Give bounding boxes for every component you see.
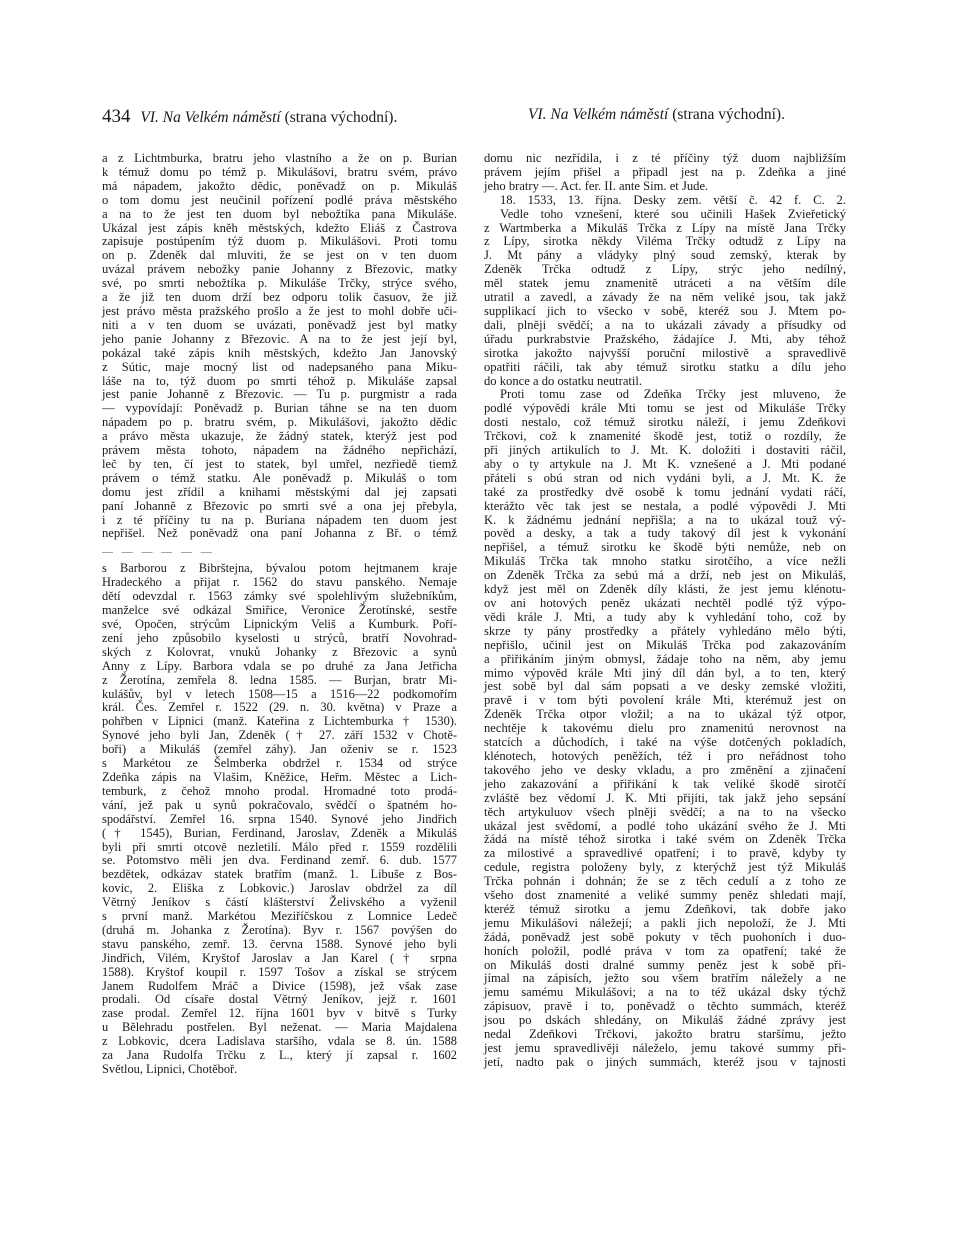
text-line: stavu panského, zemř. 13. června 1588. Synové jeho byli: [102, 936, 457, 951]
text-line: dali, plněji svědčí; a na to ukázali závady a přísudky od: [484, 317, 846, 332]
text-line: jeho bratry —. Act. fer. II. ante Sim. et Jude.: [484, 178, 709, 193]
text-line: takového jeho ve desky vkladu, a pro změnění a zjinačení: [484, 762, 846, 777]
text-line: nedal Zdeňkovi Trčkovi, jakožto bratru staršímu, ježto: [484, 1027, 846, 1042]
text-line: právem jejím přišel a připadl jest na p. Zdeňka a jiné: [484, 164, 846, 179]
text-line: Proti tomu zase od Zdeňka Trčky jest mluveno, že: [500, 387, 846, 402]
text-line: Janem Rudolfem Mráč a Divice (1598), jež však zase: [102, 978, 457, 993]
text-line: ských z Kolovrat, vnuků Johanky z Březovic a synů: [102, 644, 457, 659]
text-line: s první manž. Markétou Meziříčskou z Lomnice Ledeč: [102, 909, 457, 924]
text-line: Jindřich, Vilém, Kryštof Jaroslav a Jan Karel († srpna: [102, 950, 457, 965]
text-line: měl statek jemu znamenitě utráceti a na větším díle: [484, 276, 846, 291]
text-line: pověd a desky, a tak a tudy takový díl jest k vykonání: [484, 526, 846, 541]
text-line: prodali. Od císaře dostal Větrný Jeníkov, jejž r. 1601: [102, 992, 457, 1007]
text-line: kterážto věc tak jest se nestala, a podlé výpovědi J. Mti: [484, 498, 846, 513]
text-line: nepřišlo, učinil jest on Mikuláš Trčka pod zakazováním: [484, 637, 846, 652]
text-line: z Wartmberka a Mikuláš Trčka z Lípy na místě Jana Trčky: [484, 220, 846, 235]
text-line: má nápadem, jakožto dědic, poněvadž on p. Mikuláš: [102, 178, 457, 193]
text-line: a přiřikáním jiným obmysl, žádaje toho na něm, aby jemu: [484, 651, 846, 666]
text-line: Trčkovi, což k znamenité škodě jest, totiž o rozdíly, že: [484, 429, 846, 444]
text-line: zase prodal. Zemřel 12. října 1601 byv v bitvě s Turky: [102, 1006, 457, 1021]
text-line: Ukázal jest zápis kněh městských, kdežto Eliáš z Častrova: [102, 220, 457, 235]
left-footnote-text: [102, 562, 457, 1077]
text-line: spodářství. Zemřel 16. srpna 1540. Synové jeho Jindřich: [102, 811, 457, 826]
text-line: vání, jež pak u synů pokračovalo, svědčí o špatném ho-: [102, 797, 457, 812]
text-line: jsou po dskách shledány, on Mikuláš žádné zprávy jest: [484, 1013, 846, 1028]
text-line: nepřišel. Než poněvadž ona paní Johanna z Bř. o témž: [102, 526, 457, 541]
text-line: s Barborou z Bibrštejna, bývalou potom hejtmanem kraje: [102, 561, 457, 576]
text-line: vědi krále J. Mti, a tudy aby k vyhledání toho, což by: [484, 609, 846, 624]
text-line: pohřben v Lipnici (manž. Kateřina z Lichtemburka † 1530).: [102, 714, 457, 729]
text-line: kulášův, byl v letech 1508—15 a 1516—22 podkomořím: [102, 686, 457, 701]
text-line: jeho zakazování a přiřikání k tak veliké škodě sirotčí: [484, 776, 846, 791]
text-line: zápisuov, pravě i to, poněvadž o těchto summách, kteréž: [484, 999, 846, 1014]
text-line: Trčka pohnán i dohnán; že se z těch cedulí a z toho ze: [484, 874, 846, 889]
text-line: kteréž témuž sirotku a jemu Zdeňkovi, tak dobře jako: [484, 901, 846, 916]
text-line: temburk, z čehož mnoho prodal. Hromadné toto prodá-: [102, 783, 457, 798]
text-line: z Lípy, sirotka někdy Viléma Trčky odtudž z Lípy na: [484, 234, 846, 249]
text-line: ukázal jest svědomí, a podlé toho ukázání svého že J. Mti: [484, 818, 846, 833]
text-line: J. Mt pány a vládyky plný soud zemský, kterak by: [484, 248, 846, 263]
text-line: i z té příčiny tu na p. Buriana nápadem ten duom jest: [102, 512, 457, 527]
text-line: bezdětek, odkázav statek bratřím (manž. 1. Libuše z Bos-: [102, 867, 457, 882]
text-line: s Markétou ze Šelmberka obdržel r. 1534 od strýce: [102, 756, 457, 771]
text-line: podlé výpovědi krále Mti tomu se jest od Mikuláše Trčky: [484, 401, 846, 416]
text-line: těch artykuluov všech plněji svědčí; a na to na všecko: [484, 804, 846, 819]
text-line: — vypovídají: Poněvadž p. Burian táhne se na ten duom: [102, 401, 457, 416]
text-line: dosti nestalo, což témuž sirotku náleží, i jemu Zdeňkovi: [484, 415, 846, 430]
text-line: jest panie Johanně z Březovic. — Tu p. purgmistr a rada: [102, 387, 457, 402]
text-line: 1588). Kryštof koupil r. 1597 Tošov a získal se strýcem: [102, 964, 457, 979]
running-title-left: VI. Na Velkém náměstí: [140, 109, 281, 126]
text-line: (druhá m. Johanka z Žerotína). Byv r. 1567 povýšen do: [102, 922, 457, 937]
text-line: u Bělehradu postřelen. Byl neženat. — Maria Majdalena: [102, 1020, 457, 1035]
text-line: jest jemu spravedlivěji náleželo, jemu takové summy při-: [484, 1041, 846, 1055]
text-line: Vedle toho vznešení, které sou učinili Hašek Zvieřetický: [500, 206, 846, 221]
text-line: Hradeckého a přijat r. 1562 do stavu panského. Nemaje: [102, 575, 457, 590]
text-line: žádá, poněvadž jest sobě pokuty v těch puohoních i duo-: [484, 929, 846, 944]
text-line: jemu Mikulášovi náležejí; a pakli jich nepoloží, že J. Mti: [484, 915, 846, 930]
text-line: právem o témž statku. Ale poněvadž p. Mikuláš o tom: [102, 470, 457, 485]
text-line: mimo výpověd krále Mti jiný díl dán byl, a to ten, který: [484, 665, 846, 680]
text-line: žádá na místě téhož sirotka i také svém on Zdeněk Trčka: [484, 832, 846, 847]
text-line: statcích a důchodích, i také na výše dotčených pokladích,: [484, 735, 846, 750]
text-line: přáteli s obú stran od nich vydáni byli, a J. Mt. K. že: [484, 470, 846, 485]
text-line: supplikací jich to všecko v sobě, kteréž sou J. Mtem po-: [484, 303, 846, 318]
text-line: 18. 1533, 13. října. Desky zem. větší č. 42 f. C. 2.: [500, 192, 846, 207]
text-line: král. Čes. Zemřel r. 1522 (29. n. 30. května) v Praze a: [102, 700, 457, 715]
footnote-separator: — — — — — —: [102, 546, 215, 559]
text-line: Světlou, Lipnici, Chotěboř.: [102, 1062, 238, 1076]
text-line: Anny z Lípy. Barbora vdala se po druhé za Jana Jetřicha: [102, 658, 457, 673]
text-line: jeho panie Johanny z Březovic. A na to že jest její byl,: [102, 331, 457, 346]
text-line: z Žerotína, zemřela 8. ledna 1585. — Burjan, bratr Mi-: [102, 672, 457, 687]
text-line: jetí, nadto pak o jiných summách, kteréž jsou v tajnosti: [484, 1054, 846, 1069]
text-line: boři) a Mikuláš (zemřel záhy). Jan oženiv se r. 1523: [102, 742, 457, 757]
text-line: manželce své odkázal Smiřice, Veronice Žerotínské, sestře: [102, 603, 457, 618]
text-line: opatřiti ráčili, tak aby témuž sirotku statku a dílu jeho: [484, 359, 846, 374]
text-line: za milostivé a spravedlivé opatření; i to pravě, kdyby ty: [484, 846, 846, 861]
text-line: Mikuláš Trčka tak mnoho statku sirotčího, a více nežli: [484, 554, 846, 569]
text-line: do konce a do ostatku neutratil.: [484, 373, 643, 388]
running-subtitle-right: (strana východní).: [672, 106, 785, 123]
text-line: Synové jeho byli Jan, Zdeněk († 27. září 1532 v Chotě-: [102, 728, 457, 743]
text-line: kovic, 2. Eliška z Lobkovic.) Jaroslav obdržel za díl: [102, 881, 457, 896]
text-line: sirotka jakožto najvyšší poruční milostivě a spravedlivě: [484, 345, 846, 360]
text-line: a právo města ukazuje, že žádný statek, kterýž jest pod: [102, 429, 457, 444]
text-line: z Lobkovic, dcera Ladislava staršího, vdala se 8. ún. 1588: [102, 1034, 457, 1049]
text-line: úřadu purkrabstvie Pražského, žádajíce J. Mti, aby téhož: [484, 331, 846, 346]
text-line: své, Opočen, strýcům Lipnickým Veliš a Kumburk. Poří-: [102, 617, 457, 631]
text-line: nechtěje k takovému dielu pro znamenitú nerovnost na: [484, 721, 846, 736]
text-line: aby o ty artykule na J. Mt K. vznešené a J. Mti podané: [484, 456, 846, 471]
page-header-left: [102, 106, 397, 128]
text-line: jest sobě byl dal sám popsati a ve desky zemské vložiti,: [484, 679, 846, 694]
running-title-right: VI. Na Velkém náměstí: [528, 106, 669, 123]
text-line: zapisuje postúpením týž duom p. Mikulášovi. Proti tomu: [102, 234, 457, 249]
text-line: klénotech, hotových peněžích, též i pro neřádnost toho: [484, 748, 846, 763]
running-subtitle-left: (strana východní).: [284, 109, 398, 126]
text-line: on Mikuláš dosti dralné summy peněz jest k sobě při-: [484, 957, 846, 972]
text-line: jest právo města pražského prošlo a že jest to mohl dobře uči-: [102, 303, 457, 318]
text-line: k témuž domu po témž p. Mikulášovi, bratru svém, právo: [102, 164, 457, 179]
text-line: nepřišel, a témuž sirotku ke škodě býti nemůže, neb on: [484, 540, 846, 555]
text-line: niti a v ten duom se uvázati, poněvadž jest byl matky: [102, 317, 457, 332]
text-line: Zdeněk Trčka odtudž z Lípy, strýc jeho nedílný,: [484, 262, 846, 277]
text-line: také za prostředky dvě osobě k tomu jednání vydati ráčí,: [484, 484, 846, 499]
text-line: láše na to, týž duom po smrti téhož p. Mikuláše zapsal: [102, 373, 457, 388]
page-number: 434: [102, 106, 131, 127]
right-column: [484, 152, 846, 1070]
text-line: a z Lichtmburka, bratru jeho vlastního a že on p. Burian: [102, 151, 457, 165]
text-line: a na to že jest ten duom byl nebožtíka pana Mikuláše.: [102, 206, 457, 221]
text-line: utratil a zavedl, a závady že na něm veliké jsou, tak jakž: [484, 290, 846, 305]
text-line: jímal na zápisích, ježto sou všem bratřím náležely a ne: [484, 971, 846, 986]
text-line: všeho dost znamenité a veliké summy peněz shledati mají,: [484, 888, 846, 903]
text-line: († 1545), Burian, Ferdinand, Jaroslav, Zdeněk a Mikuláš: [102, 825, 457, 840]
text-line: a že již ten duom drží bez odporu tolik časuov, že již: [102, 290, 457, 305]
text-line: skrze ty pány prostředky a přátely vyhledáno mělo býti,: [484, 623, 846, 638]
text-line: své, po smrti nebožtíka p. Mikuláše Trčky, strýce svého,: [102, 276, 457, 291]
text-line: paní Johanně z Březovic po smrti své a ona jej přebyla,: [102, 498, 457, 513]
text-line: nápadem po p. bratru svém, p. Mikulášovi, jakožto dědic: [102, 415, 457, 430]
right-main-text: [484, 152, 846, 1070]
text-line: když jest měl on Zdeněk díly klásti, že jest jemu klénotu-: [484, 582, 846, 597]
text-line: dětí odevzdal r. 1563 zámky své spolehlivým služebníkům,: [102, 589, 457, 604]
text-line: o tom domu jest neučinil pořízení podlé práva městského: [102, 192, 457, 207]
text-line: K. k žádnému jednání nepřišla; a na to ukázal touž vý-: [484, 512, 846, 527]
text-line: zvláště bez vědomí J. K. Mti přijíti, tak jakž jeho sepsání: [484, 790, 846, 805]
text-line: domu nic nezřídila, i z té příčiny týž duom najbližším: [484, 151, 846, 165]
text-line: domu jest zřídil a knihami městskými dal jej zapsati: [102, 484, 457, 499]
text-line: Zdeněk Trčka otpor vložil; a na to ukázal týž otpor,: [484, 707, 846, 722]
text-line: ov ani hotových peněz ukázati nechtěl podlé týž výpo-: [484, 596, 846, 610]
page-header-right: [528, 106, 785, 124]
text-line: z Sútic, maje mocný list od nadepsaného pana Miku-: [102, 359, 457, 374]
text-line: on p. Zdeněk dal mluviti, že se jest on v ten duom: [102, 248, 457, 263]
text-line: při jiných artikulích to J. Mt. K. doložiti i dostaviti ráčil,: [484, 443, 846, 458]
text-line: Větrný Jeníkov s částí klášterství Želivského a vyženil: [102, 895, 457, 910]
text-line: jemu samému Mikulášovi; a na to též ukázal dsky týchž: [484, 985, 846, 1000]
text-line: honích položil, podlé práva v tom za opatření; také že: [484, 943, 846, 958]
text-line: uvázal právem nebožky panie Johanny z Březovic, matky: [102, 262, 457, 277]
left-main-text: [102, 152, 457, 541]
text-line: zení jeho způsobilo kyselosti u strýců, bratří Novohrad-: [102, 630, 457, 645]
text-line: se. Potomstvo měli jen dva. Ferdinand zemř. 6. dub. 1577: [102, 853, 457, 868]
text-line: on Zdeněk Trčka za sebú má a drží, neb jest on Mikuláš,: [484, 568, 846, 583]
text-line: Zdeňka zápis na Vlašim, Kněžice, Heřm. Městec a Lich-: [102, 769, 457, 784]
text-line: pokázal také zápis knih městských, kdežto Jan Janovský: [102, 345, 457, 360]
text-line: pravě i v tom býti povolení krále Mti, kterémuž jest on: [484, 693, 846, 708]
text-line: leč by ten, čí jest to statek, byl umřel, nezřiedě tiemž: [102, 456, 457, 471]
text-line: za Jana Rudolfa Trčku z L., který jí zapsal r. 1602: [102, 1048, 457, 1063]
text-line: cedule, registra položeny byly, z kterýchž jest týž Mikuláš: [484, 860, 846, 875]
left-column: [102, 152, 457, 1077]
text-line: byli při smrti otcově nezletilí. Málo před r. 1559 rozdělili: [102, 839, 457, 854]
text-line: právem města tohoto, nápadem na žádného nepřichází,: [102, 443, 457, 458]
